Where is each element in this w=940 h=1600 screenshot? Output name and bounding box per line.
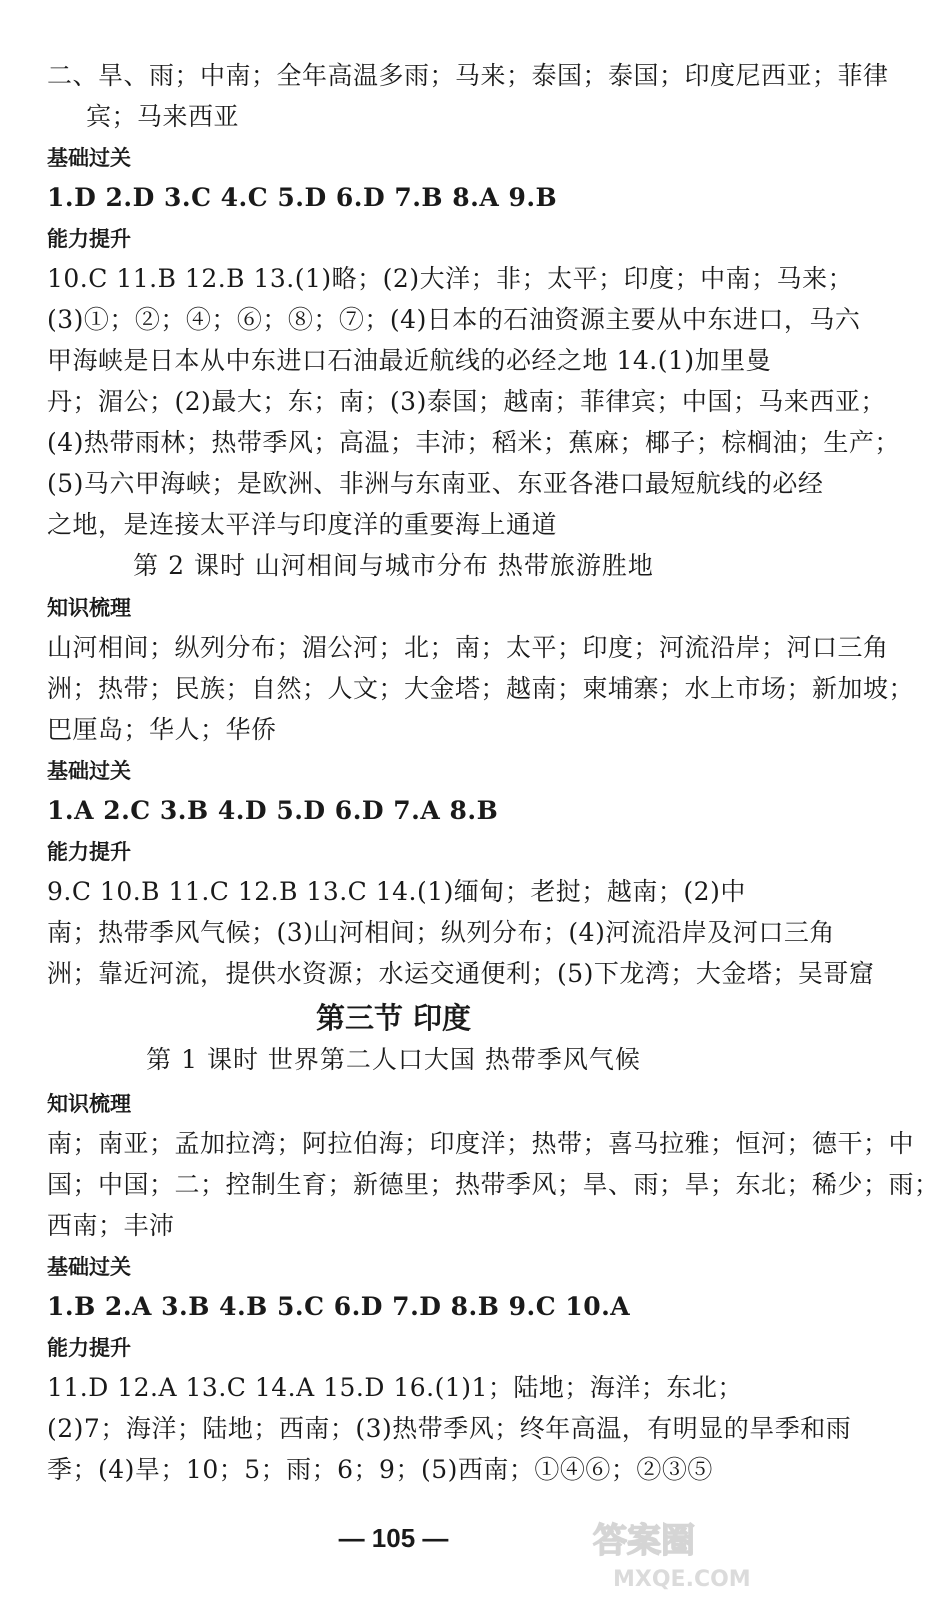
subheading-basic: 基础过关 xyxy=(47,1255,131,1279)
subheading-basic: 基础过关 xyxy=(47,146,131,170)
answer-line: 丹；湄公；(2)最大；东；南；(3)泰国；越南；菲律宾；中国；马来西亚； xyxy=(47,387,886,416)
answer-line: 之地，是连接太平洋与印度洋的重要海上通道 xyxy=(47,510,558,539)
answer-line: 二、旱、雨；中南；全年高温多雨；马来；泰国；泰国；印度尼西亚；菲律 xyxy=(47,61,889,90)
section-title: 第三节 印度 xyxy=(315,1001,472,1035)
answer-line: 巴厘岛；华人；华侨 xyxy=(47,715,277,744)
lesson-title: 第 2 课时 山河相间与城市分布 热带旅游胜地 xyxy=(133,551,654,580)
answer-line: 季；(4)旱；10；5；雨；6；9；(5)西南；①④⑥；②③⑤ xyxy=(47,1455,713,1484)
answer-line: 甲海峡是日本从中东进口石油最近航线的必经之地 14.(1)加里曼 xyxy=(47,346,772,375)
lesson-title: 第 1 课时 世界第二人口大国 热带季风气候 xyxy=(146,1045,641,1074)
subheading-advanced: 能力提升 xyxy=(47,1336,131,1360)
answer-line: 1.D 2.D 3.C 4.C 5.D 6.D 7.B 8.A 9.B xyxy=(47,183,558,212)
answer-line: 山河相间；纵列分布；湄公河；北；南；太平；印度；河流沿岸；河口三角 xyxy=(47,633,889,662)
answer-line: 洲；热带；民族；自然；人文；大金塔；越南；柬埔寨；水上市场；新加坡； xyxy=(47,674,915,703)
subheading-advanced: 能力提升 xyxy=(47,227,131,251)
answer-line: 9.C 10.B 11.C 12.B 13.C 14.(1)缅甸；老挝；越南；(2)中 xyxy=(47,877,746,906)
watermark-site: MXQE.COM xyxy=(613,1567,751,1592)
answer-line: 国；中国；二；控制生育；新德里；热带季风；旱、雨；旱；东北；稀少；雨； xyxy=(47,1170,940,1199)
answer-line: 1.A 2.C 3.B 4.D 5.D 6.D 7.A 8.B xyxy=(47,796,499,825)
answer-line: 11.D 12.A 13.C 14.A 15.D 16.(1)1；陆地；海洋；东北； xyxy=(47,1373,743,1402)
answer-line: (3)①；②；④；⑥；⑧；⑦；(4)日本的石油资源主要从中东进口，马六 xyxy=(47,305,861,334)
subheading-basic: 基础过关 xyxy=(47,759,131,783)
subheading-advanced: 能力提升 xyxy=(47,840,131,864)
answer-line: 10.C 11.B 12.B 13.(1)略；(2)大洋；非；太平；印度；中南；马来； xyxy=(47,264,854,293)
answer-line: 宾；马来西亚 xyxy=(86,102,240,131)
answer-line: 洲；靠近河流，提供水资源；水运交通便利；(5)下龙湾；大金塔；吴哥窟 xyxy=(47,959,875,988)
subheading-knowledge: 知识梳理 xyxy=(47,1092,131,1116)
answer-line: (2)7；海洋；陆地；西南；(3)热带季风；终年高温，有明显的旱季和雨 xyxy=(47,1414,852,1443)
answer-line: (5)马六甲海峡；是欧洲、非洲与东南亚、东亚各港口最短航线的必经 xyxy=(47,469,824,498)
answer-line: 1.B 2.A 3.B 4.B 5.C 6.D 7.D 8.B 9.C 10.A xyxy=(47,1292,631,1321)
answer-line: 南；南亚；孟加拉湾；阿拉伯海；印度洋；热带；喜马拉雅；恒河；德干；中 xyxy=(47,1129,915,1158)
page-number: — 105 — xyxy=(338,1523,449,1553)
subheading-knowledge: 知识梳理 xyxy=(47,596,131,620)
watermark-brand: 答案圈 xyxy=(593,1521,695,1561)
answer-line: (4)热带雨林；热带季风；高温；丰沛；稻米；蕉麻；椰子；棕榈油；生产； xyxy=(47,428,900,457)
watermark-logo xyxy=(583,1512,773,1594)
answer-line: 南；热带季风气候；(3)山河相间；纵列分布；(4)河流沿岸及河口三角 xyxy=(47,918,835,947)
answer-line: 西南；丰沛 xyxy=(47,1211,175,1240)
